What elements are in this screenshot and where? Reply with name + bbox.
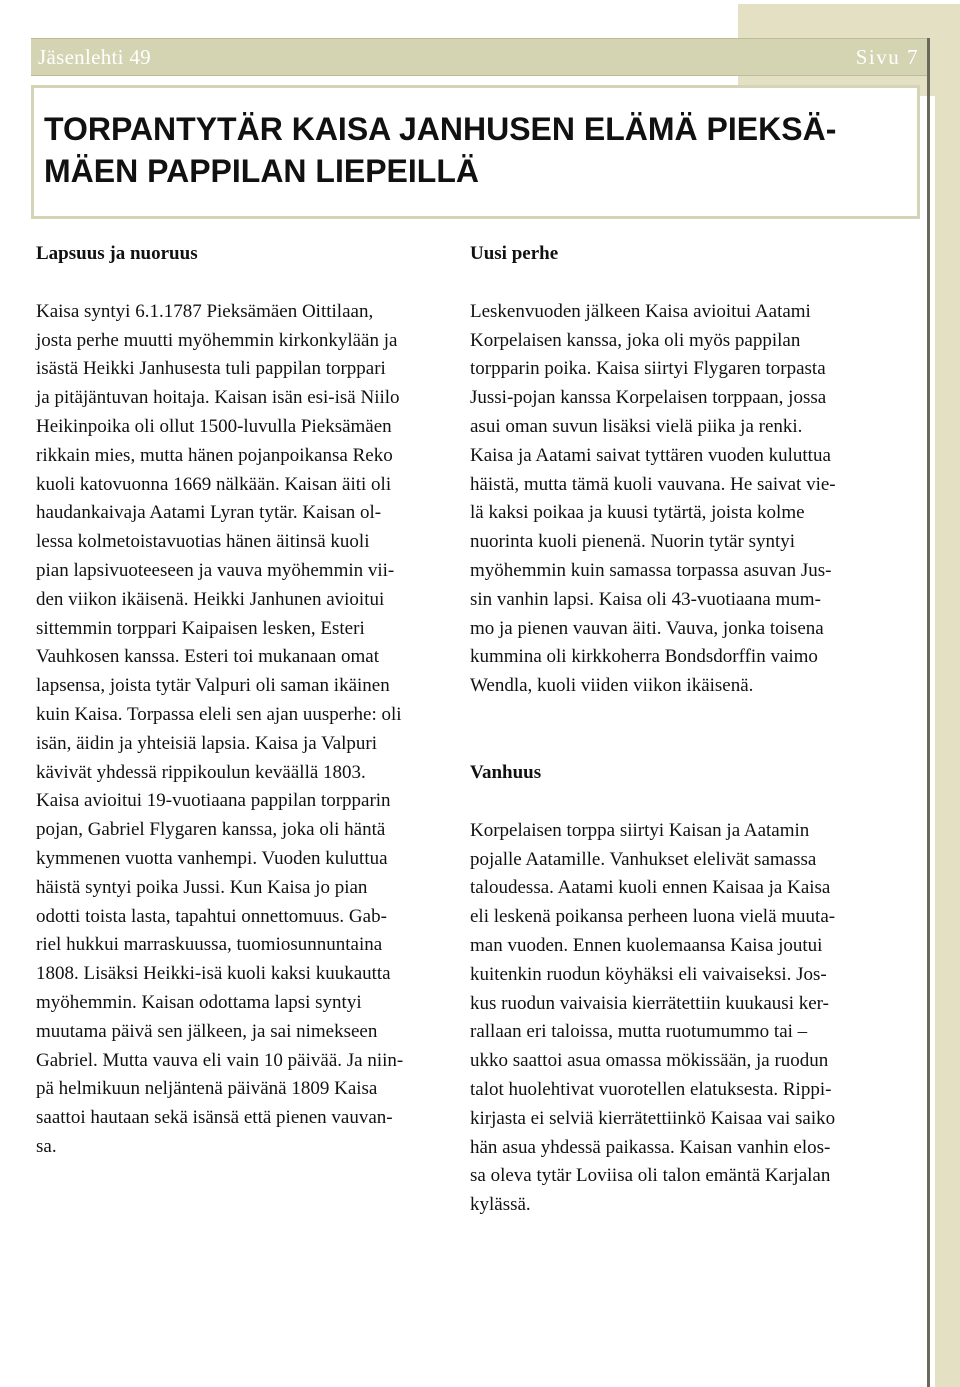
text-line: Vauhkosen kanssa. Esteri toi mukanaan omat [36, 646, 379, 668]
text-line: torpparin poika. Kaisa siirtyi Flygaren torpasta [470, 358, 826, 380]
section-heading-new-family: Uusi perhe [470, 243, 559, 264]
text-line: Kaisa syntyi 6.1.1787 Pieksämäen Oittilaan, [36, 300, 374, 322]
text-line: kuoli katovuonna 1669 nälkään. Kaisan äiti oli [36, 473, 392, 495]
text-line: häistä syntyi poika Jussi. Kun Kaisa jo pian [36, 876, 368, 898]
text-line: Kaisa avioitui 19-vuotiaana pappilan torpparin [36, 790, 391, 812]
text-line: sa oleva tytär Loviisa oli talon emäntä Karjalan [470, 1165, 831, 1187]
text-line: Gabriel. Mutta vauva eli vain 10 päivää. Ja niin- [36, 1049, 404, 1071]
page-header [31, 38, 927, 76]
issue-label: Jäsenlehti 49 [38, 45, 151, 69]
text-line: lapsensa, joista tytär Valpuri oli saman ikäinen [36, 675, 390, 697]
article-title [44, 108, 884, 192]
page-number: Sivu 7 [855, 45, 919, 69]
text-line: ja pitäjäntuvan hoitaja. Kaisan isän esi-isä Niilo [36, 387, 400, 409]
left-column [36, 240, 466, 1162]
text-line: pian lapsivuoteeseen ja vauva myöhemmin vii- [36, 559, 395, 581]
text-line: man vuoden. Ennen kuolemaansa Kaisa joutui [470, 934, 823, 956]
text-line: muutama päivä sen jälkeen, ja sai nimekseen [36, 1020, 378, 1042]
text-line: sittemmin torppari Kaipaisen lesken, Esteri [36, 617, 365, 639]
text-line: lessa kolmetoistavuotias hänen äitinsä kuoli [36, 531, 370, 553]
paragraph-old-age [470, 817, 900, 1220]
text-line: sa. [36, 1135, 57, 1157]
text-line: isän, äidin ja yhteisiä lapsia. Kaisa ja Valpuri [36, 732, 378, 754]
text-line: ukko saattoi asua omassa mökissään, ja ruodun [470, 1050, 829, 1072]
text-line: myöhemmin. Kaisan odottama lapsi syntyi [36, 991, 362, 1013]
text-line: 1808. Lisäksi Heikki-isä kuoli kaksi kuukautta [36, 963, 391, 985]
text-line: pä helmikuun neljäntenä päivänä 1809 Kaisa [36, 1078, 378, 1100]
text-line: kuin Kaisa. Torpassa eleli sen ajan uusperhe: oli [36, 703, 402, 725]
title-box [31, 85, 920, 219]
section-heading-old-age: Vanhuus [470, 761, 542, 783]
text-line: lä kaksi poikaa ja kuusi tytärtä, joista kolme [470, 502, 805, 524]
text-line: Kaisa ja Aatami saivat tyttären vuoden kuluttua [470, 444, 831, 466]
paragraph-new-family [470, 298, 900, 701]
text-line: haudankaivaja Aatami Lyran tytär. Kaisan ol- [36, 502, 382, 524]
title-line-2: MÄEN PAPPILAN LIEPEILLÄ [44, 153, 479, 189]
text-line: rallaan eri taloissa, mutta ruotumummo tai – [470, 1021, 808, 1043]
text-line: talot huolehtivat vuorotellen elatuksesta. Rippi- [470, 1078, 832, 1100]
text-line: saattoi hautaan sekä isänsä että pienen vauvan- [36, 1107, 393, 1129]
text-line: den viikon ikäisenä. Heikki Janhunen avioitui [36, 588, 385, 610]
text-line: eli leskenä poikansa perheen luona vielä muuta- [470, 906, 836, 928]
text-line: kuitenkin ruodun köyhäksi eli vaivaiseksi. Jos- [470, 963, 827, 985]
text-line: Heikinpoika oli ollut 1500-luvulla Pieksämäen [36, 415, 392, 437]
text-line: pojalle Aatamille. Vanhukset elelivät samassa [470, 848, 817, 870]
text-line: rikkain mies, mutta hänen pojanpoikansa Reko [36, 444, 393, 466]
text-line: mo ja pienen vauvan äiti. Vauva, jonka toisena [470, 617, 824, 639]
text-line: kus ruodun vaivaisia kierrätettiin kuukausi ker- [470, 992, 829, 1014]
text-line: hän asua yhdessä paikassa. Kaisan vanhin elos- [470, 1136, 831, 1158]
text-line: asui oman suvun lisäksi vielä piika ja renki. [470, 415, 803, 437]
text-line: Leskenvuoden jälkeen Kaisa avioitui Aatami [470, 300, 811, 322]
paragraph-childhood [36, 298, 466, 1162]
right-column [470, 240, 900, 1220]
text-line: kylässä. [470, 1194, 531, 1216]
text-line: kymmenen vuotta vanhempi. Vuoden kuluttua [36, 847, 388, 869]
page-edge-rule [927, 38, 930, 1387]
text-line: nuorinta kuoli pienenä. Nuorin tytär syntyi [470, 531, 796, 553]
text-line: pojan, Gabriel Flygaren kanssa, joka oli häntä [36, 819, 386, 841]
text-line: kävivät yhdessä rippikoulun keväällä 1803. [36, 761, 366, 783]
text-line: riel hukkui marraskuussa, tuomiosunnuntaina [36, 934, 383, 956]
text-line: kummina oli kirkkoherra Bondsdorffin vaimo [470, 646, 818, 668]
text-line: Jussi-pojan kanssa Korpelaisen torppaan, jossa [470, 387, 827, 409]
title-line-1: TORPANTYTÄR KAISA JANHUSEN ELÄMÄ PIEKSÄ- [44, 111, 837, 147]
text-line: sin vanhin lapsi. Kaisa oli 43-vuotiaana mum- [470, 588, 821, 610]
text-line: odotti toista lasta, tapahtui onnettomuus. Gab- [36, 905, 387, 927]
decorative-side-bar [935, 40, 960, 1387]
text-line: Korpelaisen kanssa, joka oli myös pappilan [470, 329, 801, 351]
section-heading-childhood: Lapsuus ja nuoruus [36, 243, 198, 264]
text-line: kirjasta ei selviä kierrätettiinkö Kaisaa vai saiko [470, 1107, 836, 1129]
text-line: häistä, mutta tämä kuoli vauvana. He saivat vie- [470, 473, 836, 495]
text-line: josta perhe muutti myöhemmin kirkonkylään ja [36, 329, 398, 351]
text-line: Wendla, kuoli viiden viikon ikäisenä. [470, 675, 754, 697]
text-line: Korpelaisen torppa siirtyi Kaisan ja Aatamin [470, 819, 810, 841]
text-line: taloudessa. Aatami kuoli ennen Kaisaa ja Kaisa [470, 877, 831, 899]
text-line: myöhemmin kuin samassa torpassa asuvan Jus- [470, 559, 832, 581]
text-line: isästä Heikki Janhusesta tuli pappilan torppari [36, 358, 386, 380]
